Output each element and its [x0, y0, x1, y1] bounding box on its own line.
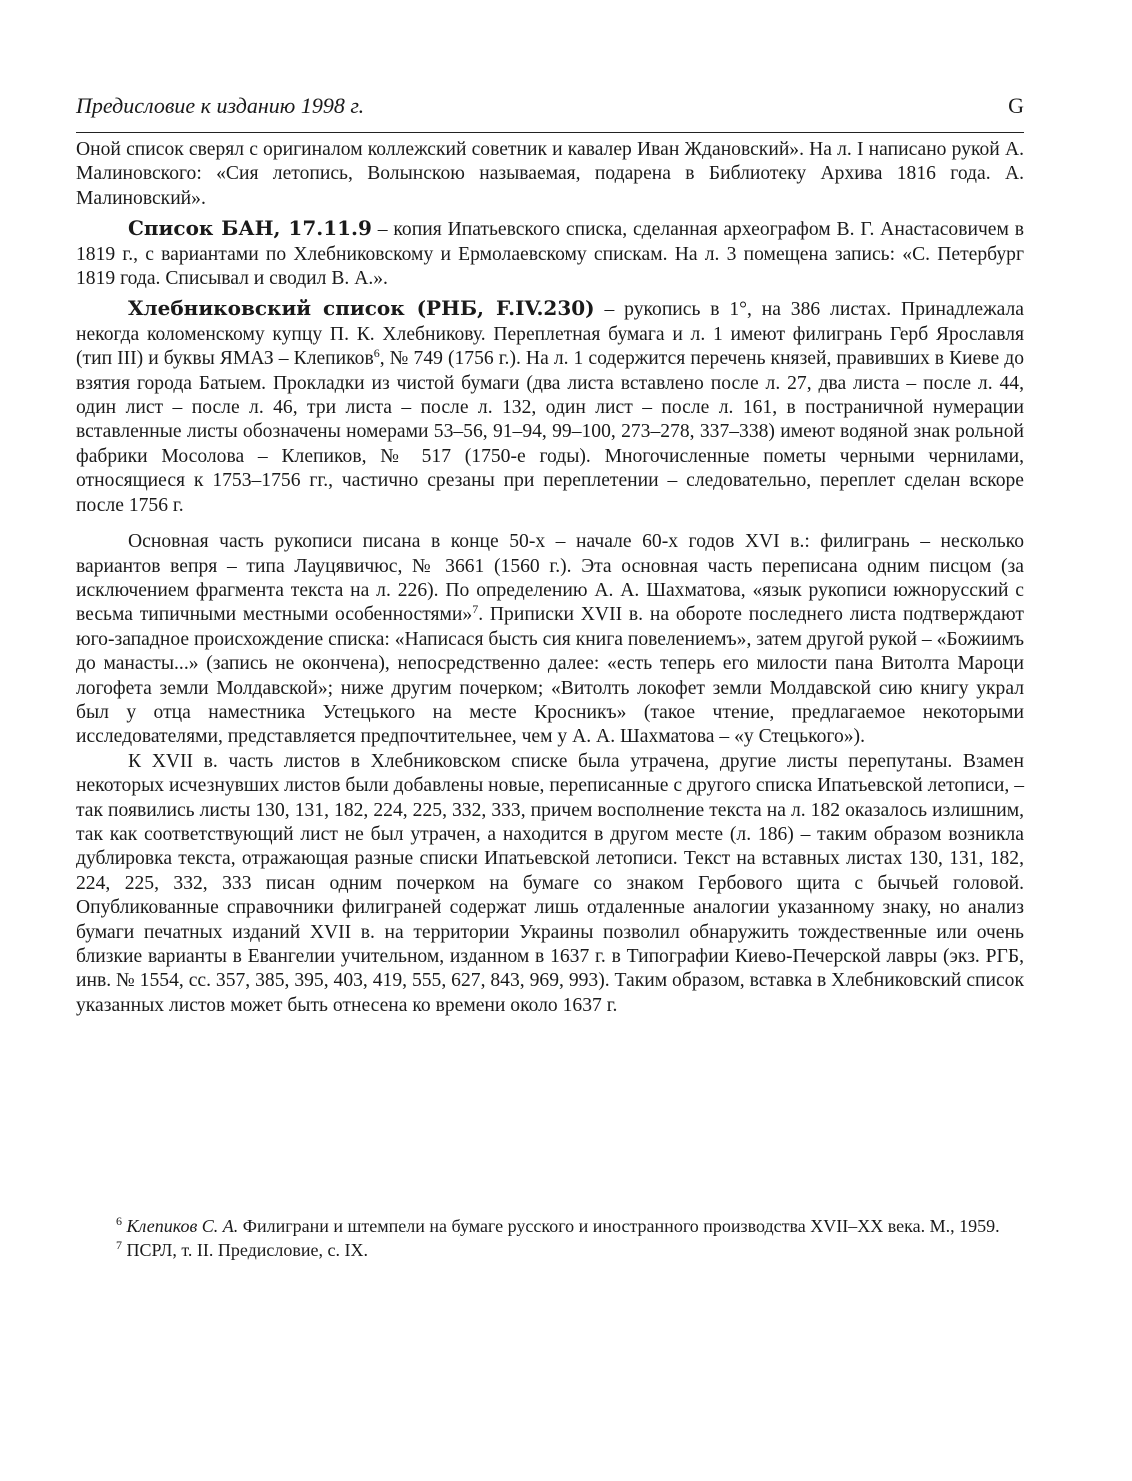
paragraph-text: Основная часть рукописи писана в конце 50-х – начале 60-х годов XVI в.: филигрань – несколько вариантов вепря – типа Лауцявичюс, № 3661 (1560 г.). Эта основная часть переписана одним писцом (за исключением фрагмента текста на л. 226). По определению А. А. Шахматова, «язык рукописи южнорусский с весьма типичными местными особенностями»	[76, 531, 1024, 626]
footnotes	[76, 1214, 1024, 1262]
running-title: Предисловие к изданию 1998 г.	[76, 93, 365, 118]
paragraph-khlebnikov-list	[76, 296, 1024, 518]
footnote-ref-6: 6	[373, 346, 380, 361]
footnote-author: Клепиков С. А.	[126, 1216, 239, 1236]
manuscript-sigla-ban: Список БАН, 17.11.9	[128, 216, 372, 241]
footnote-7	[76, 1238, 1024, 1262]
paragraph-ban-list	[76, 216, 1024, 291]
running-head	[76, 93, 1024, 121]
footnote-text: Филиграни и штемпели на бумаге русского и иностранного производства XVII–XX века. М., 1959.	[238, 1216, 1000, 1236]
paragraph-text: К XVII в. часть листов в Хлебниковском списке была утрачена, другие листы перепутаны. Взамен некоторых исчезнувших листов были добавлены новые, переписанные с другого списка Ипатьевской летописи, – так появились листы 130, 131, 182, 224, 225, 332, 333, причем восполнение текста на л. 182 оказалось излишним, так как соответствующий лист не был утрачен, а находится в другом месте (л. 186) – таким образом возникла дублировка текста, отражающая разные списки Ипатьевской летописи. Текст на вставных листах 130, 131, 182, 224, 225, 332, 333 писан одним почерком на бумаге со знаком Гербового щита с бычьей головой. Опубликованные справочники филиграней содержат лишь отдаленные аналогии указанному знаку, но анализ бумаги печатных изданий XVII в. на территории Украины позволил обнаружить тождественные или очень близкие варианты в Евангелии учительном, изданном в 1637 г. в Типографии Киево-Печерской лавры (экз. РГБ, инв. № 1554, сс. 357, 385, 395, 403, 419, 555, 627, 843, 969, 993). Таким образом, вставка в Хлебниковский список указанных листов может быть отнесена ко времени около 1637 г.	[76, 750, 1024, 1016]
paragraph-text: Оной список сверял с оригиналом коллежский советник и кавалер Иван Ждановский». На л. I написано рукой А. Малиновского: «Сия летопись, Волынскою называемая, подарена в Библиотеку Архива 1816 года. А. Малиновский».	[76, 139, 1024, 209]
footnote-6	[76, 1214, 1024, 1238]
paragraph-lost-leaves	[76, 750, 1024, 1018]
paragraph-text: . Приписки XVII в. на обороте последнего листа подтверждают юго-западное происхождение списка: «Написася бысть сия книга повелениемъ», затем другой рукой – «Божиимъ до манасты...» (запись не окончена), непосредственно далее: «есть теперь его милости пана Витолта Мароци логофета земли Молдавской»; ниже другим почерком; «Витолть локофет земли Молдавской сию книгу украл был у отца наместника Устецького на месте Кросникъ» (такое чтение, предлагаемое некоторыми исследователями, представляется предпочтительнее, чем у А. А. Шахматова – «у Стецького»).	[76, 604, 1024, 748]
paragraph-text: – копия Ипатьевского списка, сделанная археографом В. Г. Анастасовичем в 1819 г., с вариантами по Хлебниковскому и Ермолаевскому спискам. На л. 3 помещена запись: «С. Петербург 1819 года. Списывал и сводил В. А.».	[76, 219, 1024, 290]
paragraph-continuation	[76, 138, 1024, 211]
paragraph-text: , № 749 (1756 г.). На л. 1 содержится перечень князей, правивших в Киеве до взятия города Батыем. Прокладки из чистой бумаги (два листа вставлено после л. 27, два листа – после л. 44, один лист – после л. 46, три листа – после л. 132, один лист – после л. 161, в постраничной нумерации вставленные листы обозначены номерами 53–56, 91–94, 99–100, 273–278, 337–338) имеют водяной знак рольной фабрики Мосолова – Клепиков, № 517 (1750-е годы). Многочисленные пометы черными чернилами, относящиеся к 1753–1756 гг., частично срезаны при переплетении – следовательно, переплет сделан вскоре после 1756 г.	[76, 348, 1025, 516]
paragraph-text: – рукопись в 1°, на 386 листах. Принадлежала некогда коломенскому купцу П. К. Хлебникову. Переплетная бумага и л. 1 имеют филигрань Герб Ярославля (тип III) и буквы ЯМАЗ – Клепиков	[76, 299, 1024, 370]
footnote-text: ПСРЛ, т. II. Предисловие, с. IX.	[126, 1240, 368, 1260]
page-marker: G	[1008, 93, 1024, 118]
footnote-ref-7: 7	[472, 602, 479, 617]
manuscript-sigla-khlebnikov: Хлебниковский список (РНБ, F.IV.230)	[128, 296, 595, 321]
paragraph-main-part	[76, 530, 1024, 750]
header-rule	[76, 132, 1024, 133]
footnote-number: 7	[116, 1238, 122, 1252]
main-text	[76, 138, 1024, 1018]
footnote-number: 6	[116, 1214, 122, 1228]
